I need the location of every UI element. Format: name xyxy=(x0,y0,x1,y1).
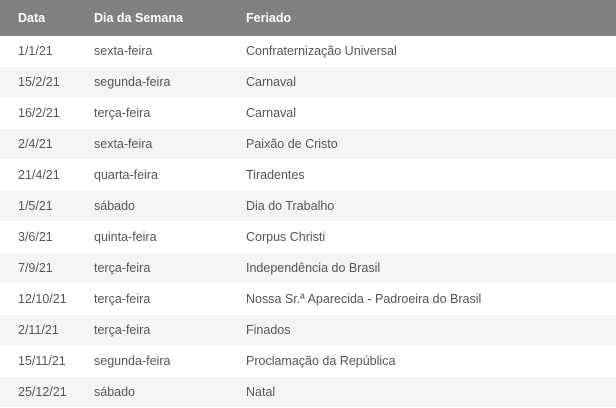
cell-data: 1/5/21 xyxy=(0,191,94,222)
cell-data: 2/4/21 xyxy=(0,129,94,160)
table-row xyxy=(0,315,616,346)
cell-feriado: Independência do Brasil xyxy=(246,253,616,284)
table-row xyxy=(0,377,616,408)
table-row xyxy=(0,191,616,222)
cell-data: 7/9/21 xyxy=(0,253,94,284)
cell-dia-da-semana: terça-feira xyxy=(94,284,246,315)
cell-dia-da-semana: sexta-feira xyxy=(94,36,246,67)
cell-feriado: Finados xyxy=(246,315,616,346)
cell-data: 25/12/21 xyxy=(0,377,94,408)
cell-data: 15/2/21 xyxy=(0,67,94,98)
table-header xyxy=(0,0,616,36)
cell-dia-da-semana: segunda-feira xyxy=(94,346,246,377)
cell-feriado: Carnaval xyxy=(246,98,616,129)
cell-data: 15/11/21 xyxy=(0,346,94,377)
cell-feriado: Tiradentes xyxy=(246,160,616,191)
table-row xyxy=(0,346,616,377)
table-row xyxy=(0,36,616,67)
cell-data: 2/11/21 xyxy=(0,315,94,346)
cell-feriado: Natal xyxy=(246,377,616,408)
cell-feriado: Proclamação da República xyxy=(246,346,616,377)
table-row xyxy=(0,222,616,253)
cell-feriado: Corpus Christi xyxy=(246,222,616,253)
column-header-dia-da-semana: Dia da Semana xyxy=(94,0,246,36)
cell-dia-da-semana: terça-feira xyxy=(94,315,246,346)
table-header-row xyxy=(0,0,616,36)
cell-data: 3/6/21 xyxy=(0,222,94,253)
cell-data: 16/2/21 xyxy=(0,98,94,129)
cell-feriado: Paixão de Cristo xyxy=(246,129,616,160)
table-row xyxy=(0,98,616,129)
column-header-data: Data xyxy=(0,0,94,36)
table-row xyxy=(0,67,616,98)
cell-data: 21/4/21 xyxy=(0,160,94,191)
cell-data: 12/10/21 xyxy=(0,284,94,315)
table-row xyxy=(0,253,616,284)
cell-dia-da-semana: quarta-feira xyxy=(94,160,246,191)
cell-dia-da-semana: terça-feira xyxy=(94,253,246,284)
cell-data: 1/1/21 xyxy=(0,36,94,67)
cell-dia-da-semana: segunda-feira xyxy=(94,67,246,98)
cell-feriado: Nossa Sr.ª Aparecida - Padroeira do Brasil xyxy=(246,284,616,315)
table-row xyxy=(0,160,616,191)
cell-feriado: Dia do Trabalho xyxy=(246,191,616,222)
cell-dia-da-semana: sábado xyxy=(94,377,246,408)
cell-dia-da-semana: sexta-feira xyxy=(94,129,246,160)
table-row xyxy=(0,284,616,315)
cell-dia-da-semana: terça-feira xyxy=(94,98,246,129)
cell-dia-da-semana: sábado xyxy=(94,191,246,222)
table-body xyxy=(0,36,616,408)
column-header-feriado: Feriado xyxy=(246,0,616,36)
cell-feriado: Carnaval xyxy=(246,67,616,98)
cell-dia-da-semana: quinta-feira xyxy=(94,222,246,253)
table-row xyxy=(0,129,616,160)
cell-feriado: Confraternização Universal xyxy=(246,36,616,67)
